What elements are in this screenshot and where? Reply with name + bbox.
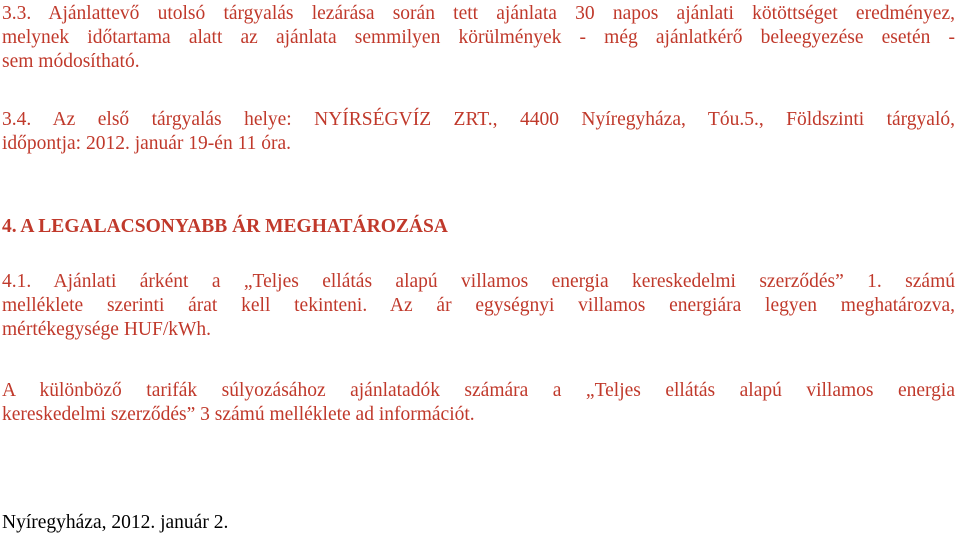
paragraph-4-1 — [2, 270, 955, 342]
paragraph-3-3-line-3: sem módosítható. — [2, 51, 140, 72]
signature-date: Nyíregyháza, 2012. január 2. — [2, 512, 229, 533]
paragraph-3-3 — [2, 2, 955, 74]
section-heading-4: 4. A LEGALACSONYABB ÁR MEGHATÁROZÁSA — [2, 216, 448, 237]
paragraph-3-3-line-2: melynek időtartama alatt az ajánlata semmilyen körülmények - még ajánlatkérő beleegyezése esetén - — [2, 27, 955, 48]
paragraph-tarifa — [2, 379, 955, 427]
paragraph-3-4 — [2, 108, 955, 156]
paragraph-3-4-line-2: időpontja: 2012. január 19-én 11 óra. — [2, 133, 291, 154]
paragraph-tarifa-line-1: A különböző tarifák súlyozásához ajánlatadók számára a „Teljes ellátás alapú villamos energia — [2, 380, 955, 401]
paragraph-tarifa-line-2: kereskedelmi szerződés” 3 számú melléklete ad információt. — [2, 404, 475, 425]
paragraph-4-1-line-2: melléklete szerinti árat kell tekinteni. Az ár egységnyi villamos energiára legyen meghatározva, — [2, 295, 955, 316]
paragraph-3-3-line-1: 3.3. Ajánlattevő utolsó tárgyalás lezárása során tett ajánlata 30 napos ajánlati kötöttséget eredményez, — [2, 3, 955, 24]
paragraph-3-4-line-1: 3.4. Az első tárgyalás helye: NYÍRSÉGVÍZ ZRT., 4400 Nyíregyháza, Tóu.5., Földszinti tárgyaló, — [2, 109, 955, 130]
paragraph-4-1-line-1: 4.1. Ajánlati árként a „Teljes ellátás alapú villamos energia kereskedelmi szerződés” 1. számú — [2, 271, 955, 292]
paragraph-4-1-line-3: mértékegysége HUF/kWh. — [2, 319, 212, 340]
